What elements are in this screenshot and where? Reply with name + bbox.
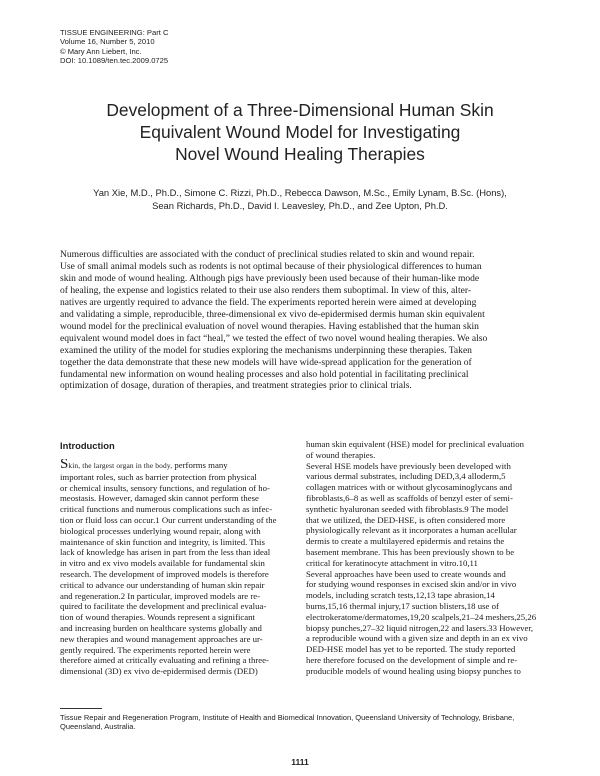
body-line: biological processes underlying wound repair, along with [60,525,261,536]
affiliation-line: Queensland, Australia. [60,722,136,732]
author-line: Sean Richards, Ph.D., David I. Leavesley, Ph.D., and Zee Upton, Ph.D. [152,200,448,212]
body-line: quired to facilitate the development and preclinical evalua- [60,601,267,612]
body-line: dimensional (3D) ex vivo de-epidermised dermis (DED) [60,666,258,677]
body-line-first [60,459,296,472]
body-line: here therefore focused on the development of simple and re- [306,654,518,665]
abstract-line: natives are urgently required to advance the field. The experiments reported herein were aimed at developing [60,296,477,308]
body-line: producible models of wound healing using biopsy punches to [306,665,521,676]
body-line: in vitro and ex vivo models available for fundamental skin [60,558,265,569]
body-line: critical for keratinocyte attachment in vitro.10,11 [306,557,478,568]
footnote-rule [60,708,102,709]
abstract-line: of healing, the expense and logistics related to their use also renders them suboptimal. In view of this, alter- [60,284,472,296]
body-line: or chemical insults, sensory functions, and regulation of ho- [60,482,270,493]
title-line: Equivalent Wound Model for Investigating [139,122,461,142]
body-line: electrokeratome/dermatomes,19,20 scalpels,21–24 meshers,25,26 [306,611,537,622]
body-line: tion of wound therapies. Wounds represent a significant [60,612,255,623]
journal-header [60,28,360,66]
body-line: and increasing burden on healthcare systems globally and [60,622,262,633]
body-line: a reproducible wound with a given size and depth in an ex vivo [306,633,528,644]
abstract-line: fundamental new information on wound healing processes and also hold potential in facilitating preclinical [60,368,469,380]
body-line: burns,15,16 thermal injury,17 suction blisters,18 use of [306,600,499,611]
abstract-line: optimization of dosage, duration of therapies, and treatment strategies prior to clinical trials. [60,380,412,392]
body-line: gently required. The experiments reported herein were [60,644,251,655]
body-line: Several approaches have been used to create wounds and [306,568,506,579]
abstract-line: skin and mode of wound healing. Although pigs have previously been used because of their human-like mode [60,272,480,284]
body-line: for studying wound responses in excised skin and/or in vivo [306,579,517,590]
body-line: meostasis. However, damaged skin cannot perform these [60,493,259,504]
abstract-line: and validating a simple, reproducible, three-dimensional ex vivo de-epidermised dermis human skin equivalent [60,308,485,320]
journal-name: TISSUE ENGINEERING: Part C [60,28,169,37]
author-list [60,186,540,212]
small-caps-lead: kin, the largest organ in the body, [68,461,173,470]
abstract-line: Numerous difficulties are associated with the conduct of preclinical studies related to skin and wound repair. [60,249,475,260]
body-line: various dermal substrates, including DED,3,4 alloderm,5 [306,471,506,482]
body-line: maintenance of skin function and integrity, is limited. This [60,536,265,547]
affiliation-line: Tissue Repair and Regeneration Program, Institute of Health and Biomedical Innovation, Queensland University of Technology, Brisbane, [60,713,515,722]
body-line: Several HSE models have previously been developed with [306,460,511,471]
body-line: dermis to create a multilayered epidermis and retains the [306,536,505,547]
body-line: critical functions and numerous complications such as infec- [60,504,273,515]
body-line: that we utilized, the DED-HSE, is often considered more [306,514,506,525]
body-line: therefore aimed at critically evaluating and refining a three- [60,655,269,666]
body-line: collagen matrices with or without glycosaminoglycans and [306,482,513,493]
abstract-line: equivalent wound model does in fact “heal,” we tested the effect of two novel wound healing therapies. We also [60,332,488,344]
body-line: research. The development of improved models is therefore [60,568,269,579]
body-line: DED-HSE model has yet to be reported. The study reported [306,644,516,655]
body-line: models, including scratch tests,12,13 tape abrasion,14 [306,590,495,601]
abstract [60,249,540,392]
body-line: basement membrane. This has been previously shown to be [306,546,515,557]
page-number: 1111 [291,757,309,767]
journal-volume: Volume 16, Number 5, 2010 [60,37,155,47]
section-heading-introduction: Introduction [60,440,115,451]
journal-copyright: © Mary Ann Liebert, Inc. [60,46,142,56]
body-line: biopsy punches,27–32 liquid nitrogen,22 and lasers.33 However, [306,622,534,633]
body-line: new therapies and wound management approaches are ur- [60,633,263,644]
abstract-line: wound model for the preclinical evaluation of novel wound therapies. Having established that the human skin [60,320,479,332]
title-line: Novel Wound Healing Therapies [175,144,425,164]
body-line: lack of knowledge has arisen in part from the less than ideal [60,547,271,558]
body-text: performs many [172,460,228,470]
title-line: Development of a Three-Dimensional Human Skin [106,100,494,120]
body-line: important roles, such as barrier protection from physical [60,471,257,482]
body-column-left [60,459,296,677]
article-title [60,99,540,165]
abstract-line: Use of small animal models such as rodents is not optimal because of their physiological differences to human [60,260,482,272]
abstract-line: examined the utility of the model for studies exploring the mechanisms underpinning these therapies. Taken [60,344,472,356]
affiliation-footnote [60,713,540,732]
body-line: critical to advance our understanding of human skin repair [60,579,265,590]
drop-cap: S [60,459,69,472]
journal-doi: DOI: 10.1089/ten.tec.2009.0725 [60,56,169,66]
body-line: fibroblasts,6–8 as well as scaffolds of benzyl ester of semi- [306,492,513,503]
body-line: physiologically relevant as it incorporates a human acellular [306,525,517,536]
body-line: and regeneration.2 In particular, improved models are re- [60,590,261,601]
body-line: synthetic hyaluronan seeded with fibroblasts.9 The model [306,503,509,514]
author-line: Yan Xie, M.D., Ph.D., Simone C. Rizzi, Ph.D., Rebecca Dawson, M.Sc., Emily Lynam, B.Sc. (Hons), [93,187,507,198]
body-line: of wound therapies. [306,449,376,460]
body-line: tion or fluid loss can occur.1 Our current understanding of the [60,514,277,525]
body-column-right [306,439,542,677]
body-line: human skin equivalent (HSE) model for preclinical evaluation [306,439,524,449]
abstract-line: together the data demonstrate that these new models will have wide-spread application for the generation of [60,356,472,368]
